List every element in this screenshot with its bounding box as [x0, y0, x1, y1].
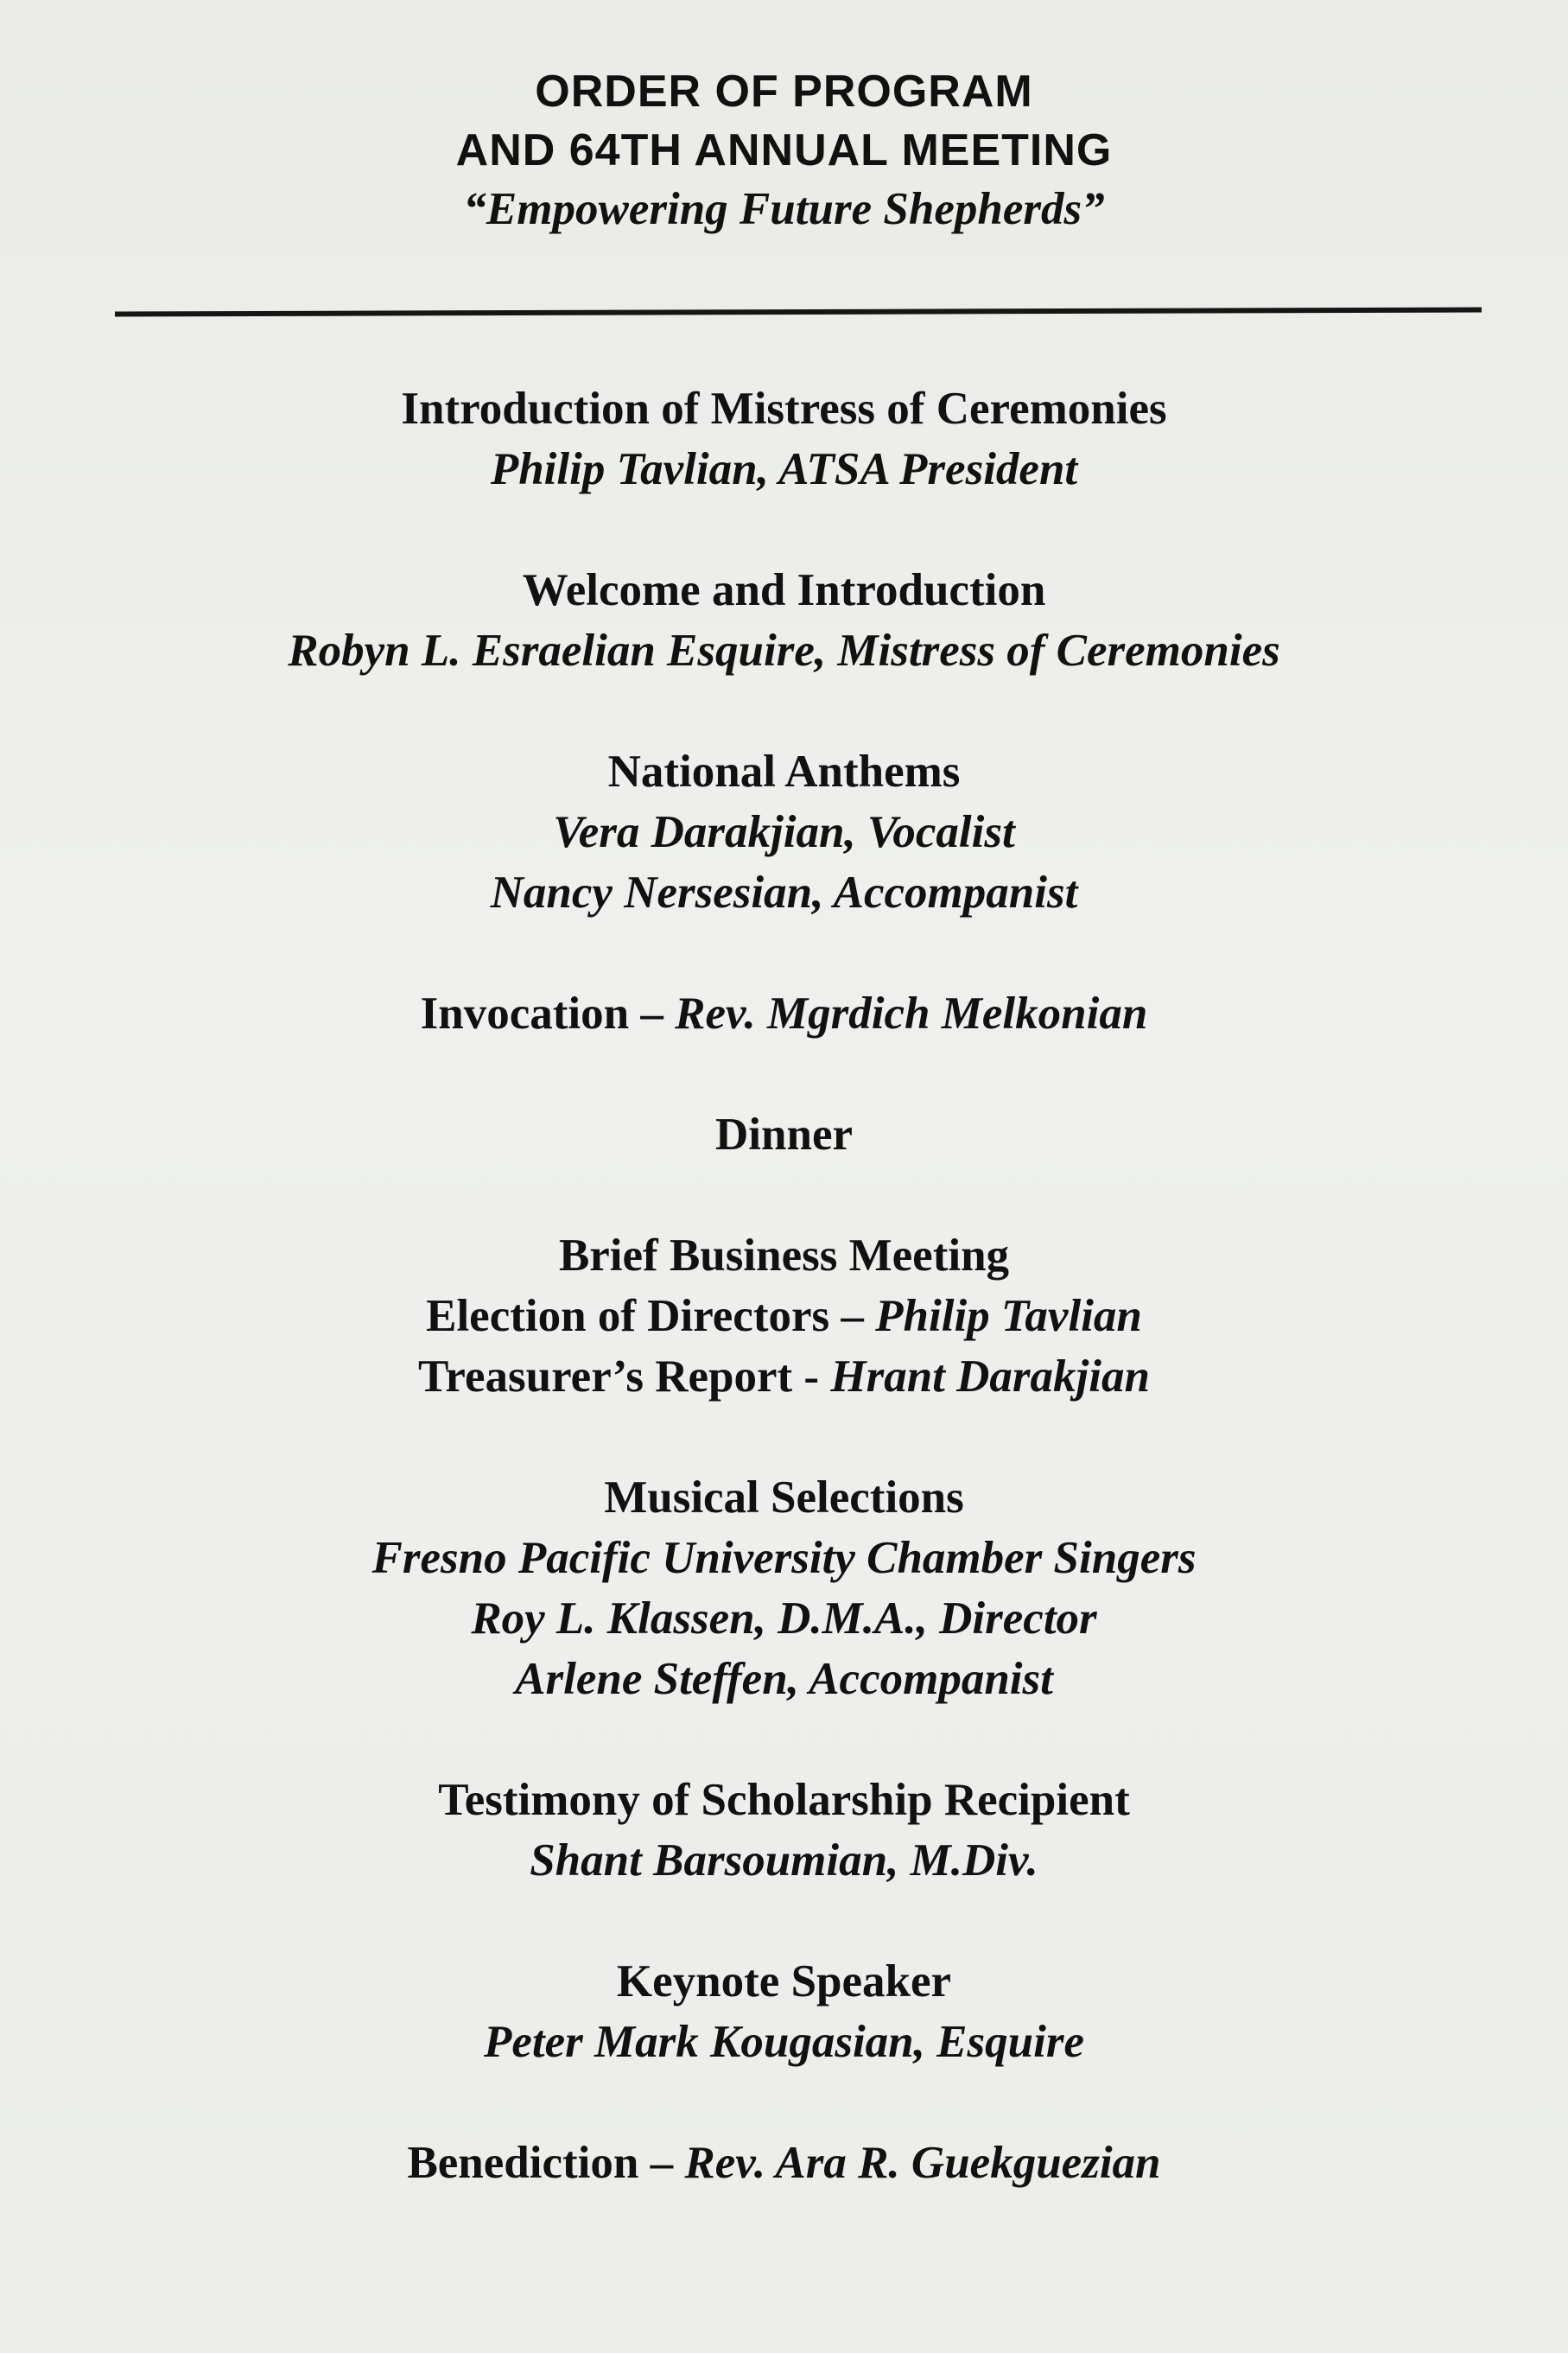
item-title: Dinner — [715, 1110, 853, 1160]
header-divider — [115, 308, 1482, 317]
item-person: Roy L. Klassen, D.M.A., Director — [471, 1593, 1097, 1644]
program-item-anthems — [0, 741, 1568, 923]
item-person: Nancy Nersesian, Accompanist — [490, 868, 1078, 918]
item-title: Testimony of Scholarship Recipient — [438, 1775, 1130, 1825]
item-title: Keynote Speaker — [616, 1956, 952, 2006]
program-item-intro-mc — [0, 378, 1568, 499]
item-title: Brief Business Meeting — [558, 1231, 1010, 1281]
program-item-musical — [0, 1467, 1568, 1709]
item-person: Shant Barsoumian, M.Div. — [530, 1835, 1038, 1886]
item-title: Musical Selections — [604, 1472, 964, 1523]
item-line — [0, 1346, 1568, 1407]
item-person: Rev. Ara R. Guekguezian — [684, 2138, 1161, 2188]
program-item-benediction — [0, 2133, 1568, 2193]
header-line-2: AND 64TH ANNUAL MEETING — [455, 125, 1113, 175]
program-header — [0, 62, 1568, 238]
header-theme: “Empowering Future Shepherds” — [463, 184, 1105, 234]
item-title: National Anthems — [607, 747, 961, 797]
item-subtitle: Treasurer’s Report - — [418, 1351, 831, 1402]
program-item-business — [0, 1225, 1568, 1407]
program-item-keynote — [0, 1951, 1568, 2072]
item-line — [0, 1286, 1568, 1346]
program-item-welcome — [0, 560, 1568, 681]
item-person: Peter Mark Kougasian, Esquire — [483, 2017, 1084, 2067]
item-person: Philip Tavlian, ATSA President — [490, 444, 1078, 494]
item-title: Invocation – — [420, 989, 676, 1039]
item-person: Fresno Pacific University Chamber Singers — [371, 1533, 1197, 1583]
item-title: Benediction – — [407, 2138, 685, 2188]
program-item-testimony — [0, 1770, 1568, 1891]
item-line — [0, 983, 1568, 1044]
program-item-invocation — [0, 983, 1568, 1044]
program-list — [0, 378, 1568, 2254]
header-line-1: ORDER OF PROGRAM — [535, 67, 1033, 117]
program-item-dinner — [0, 1104, 1568, 1165]
item-subtitle: Election of Directors – — [426, 1291, 876, 1341]
item-person: Rev. Mgrdich Melkonian — [675, 989, 1148, 1039]
item-person: Philip Tavlian — [875, 1291, 1142, 1341]
item-person: Hrant Darakjian — [830, 1351, 1150, 1402]
item-person: Arlene Steffen, Accompanist — [515, 1654, 1053, 1704]
item-person: Vera Darakjian, Vocalist — [553, 807, 1015, 857]
item-line — [0, 2133, 1568, 2193]
item-title: Welcome and Introduction — [522, 565, 1046, 615]
item-person: Robyn L. Esraelian Esquire, Mistress of Ceremonies — [288, 626, 1280, 676]
item-title: Introduction of Mistress of Ceremonies — [401, 384, 1167, 434]
